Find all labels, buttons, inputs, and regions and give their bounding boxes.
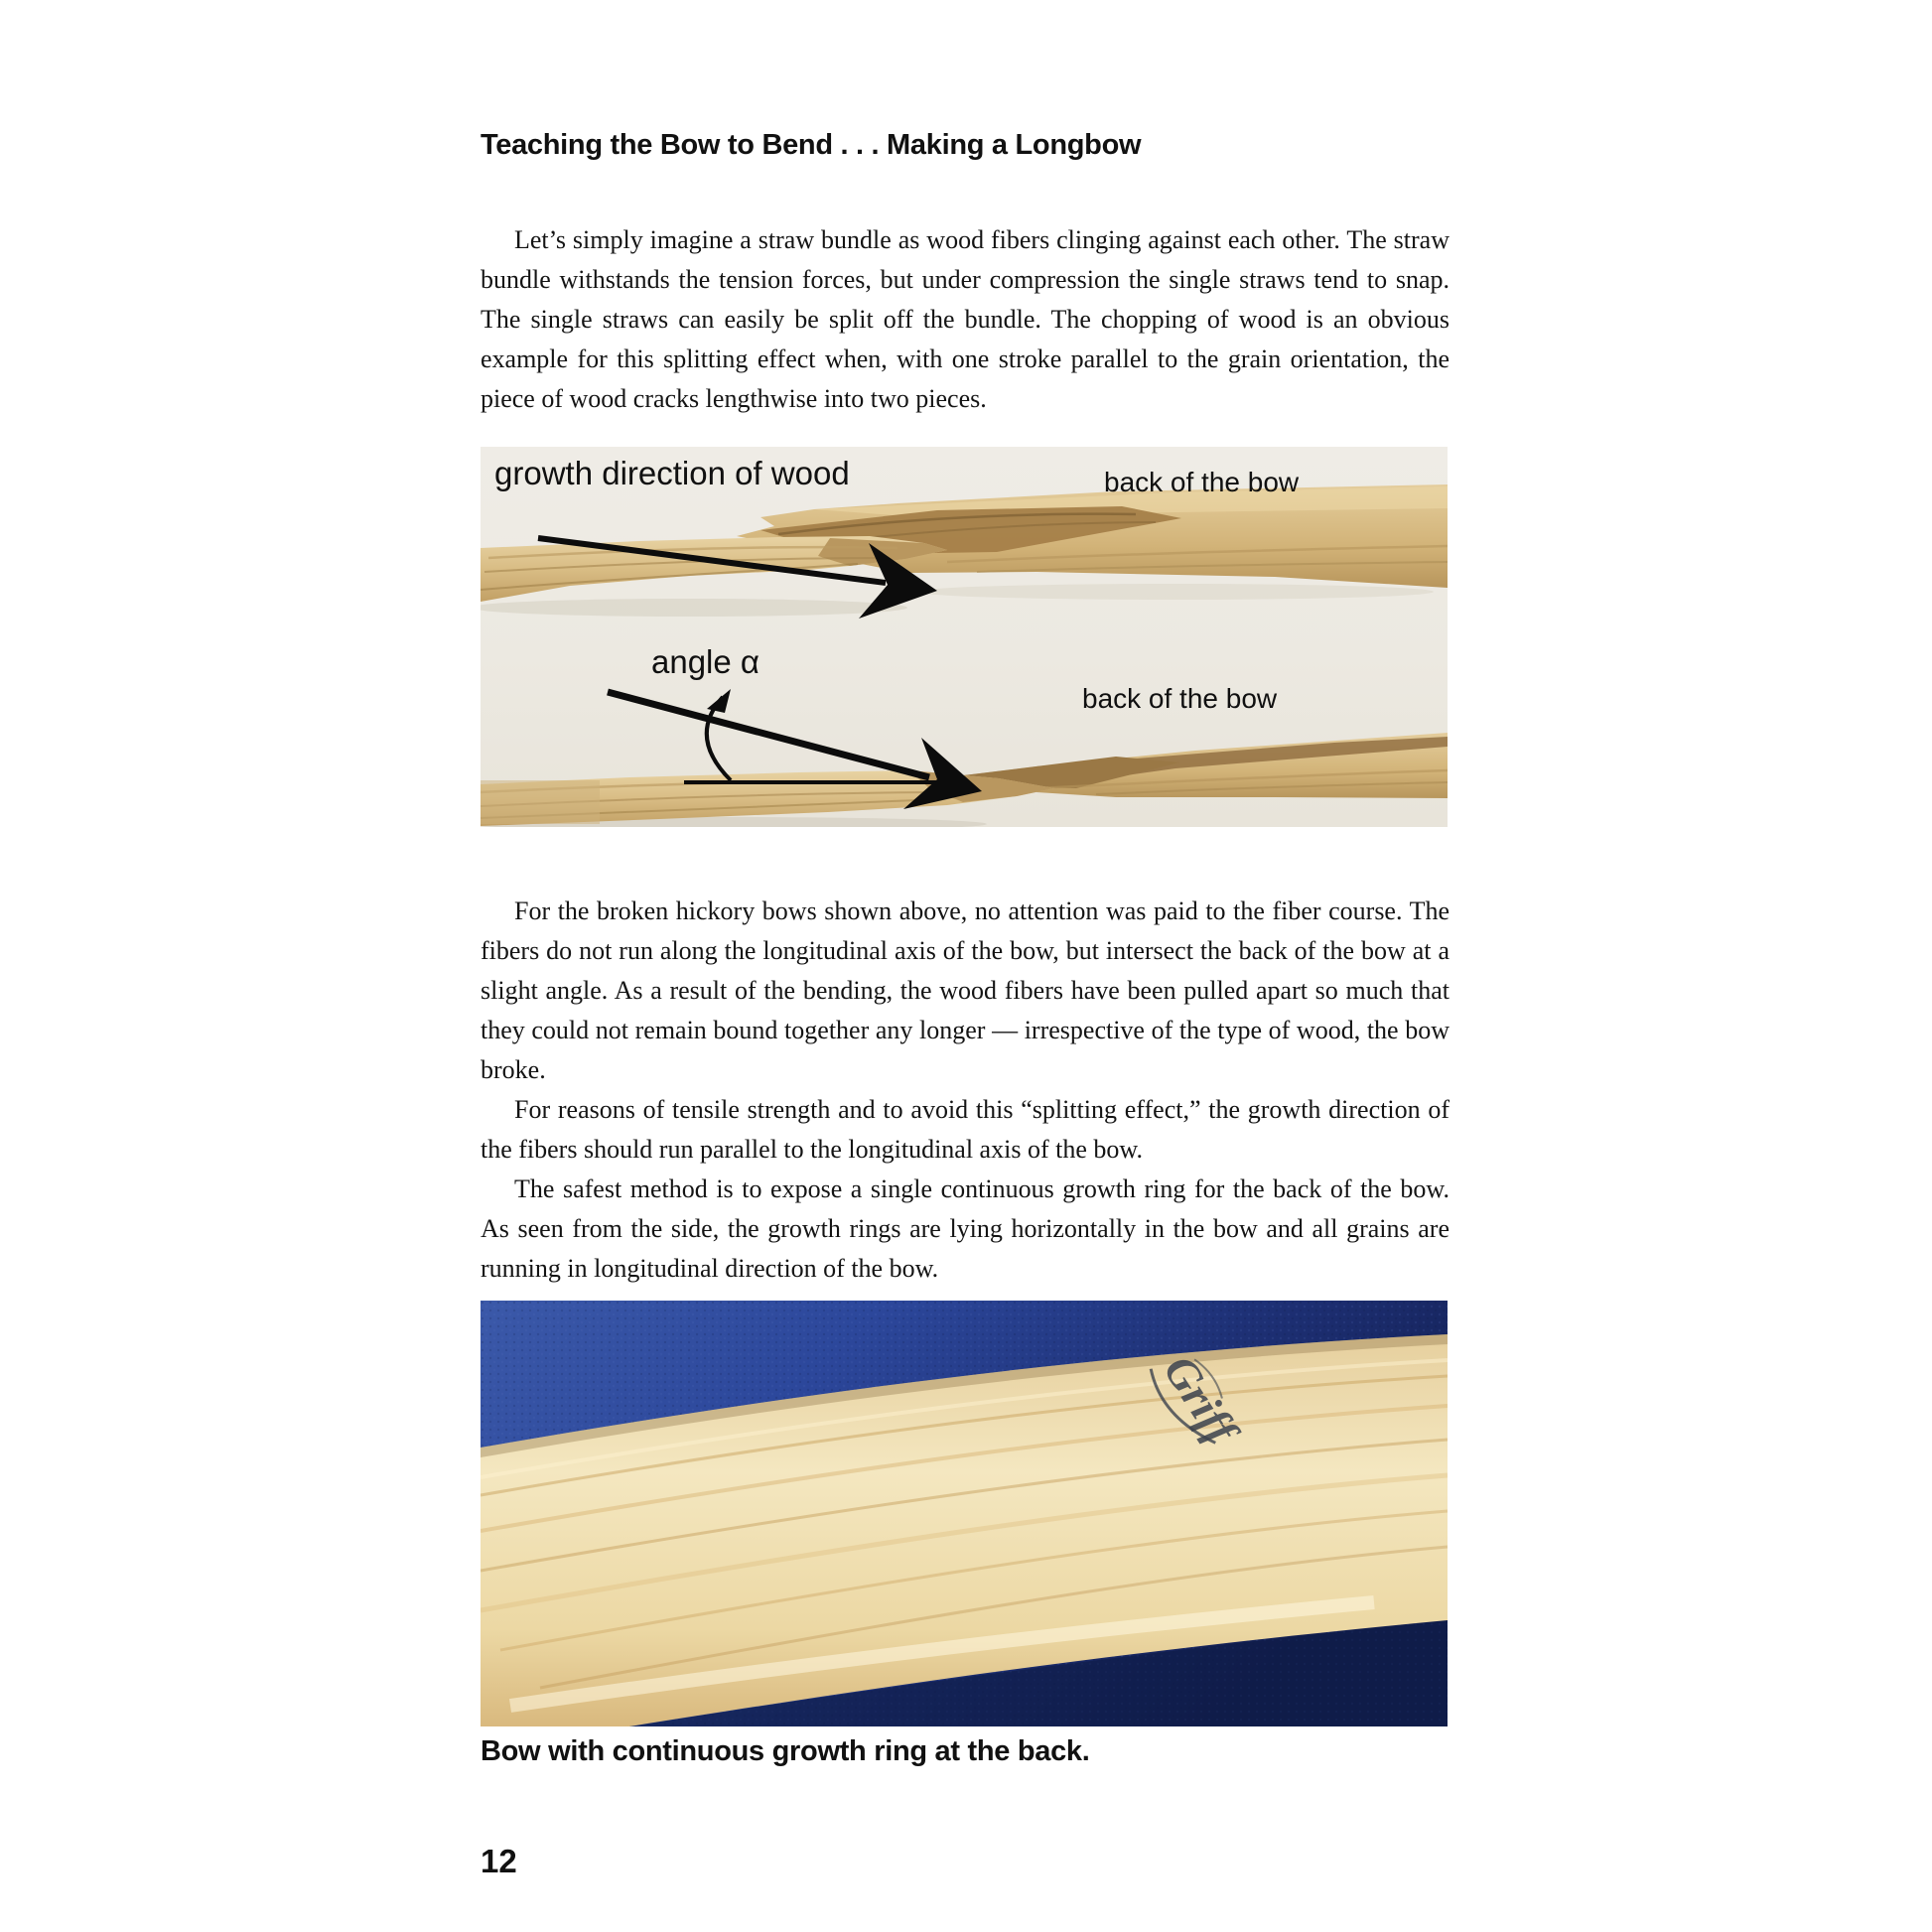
figure-bow-back	[481, 1301, 1448, 1726]
label-back-of-bow-bottom: back of the bow	[1082, 683, 1278, 714]
body-paragraph-block	[481, 892, 1449, 1289]
paragraph-tensile-strength: For reasons of tensile strength and to avoid this “splitting effect,” the growth direction of the fibers should run parallel to the longitudinal axis of the bow.	[481, 1095, 1449, 1164]
signature-text: Griff	[1154, 1346, 1248, 1452]
paragraph-safest-method: The safest method is to expose a single continuous growth ring for the back of the bow. As seen from the side, the growth rings are lying horizontally in the bow and all grains are running in longitudinal direction of the bow.	[481, 1174, 1449, 1283]
bow-back-photo	[481, 1301, 1448, 1726]
label-back-of-bow-top: back of the bow	[1104, 467, 1300, 497]
intro-paragraph-block	[481, 220, 1449, 419]
label-growth-direction: growth direction of wood	[494, 455, 850, 491]
paragraph-straw-bundle: Let’s simply imagine a straw bundle as wood fibers clinging against each other. The straw bundle withstands the tension forces, but under compression the single straws tend to snap. The single straws can easily be split off the bundle. The chopping of wood is an obvious example for this splitting effect when, with one stroke parallel to the grain orientation, the piece of wood cracks lengthwise into two pieces.	[481, 225, 1449, 413]
label-angle-alpha: angle α	[651, 643, 759, 680]
paragraph-broken-hickory: For the broken hickory bows shown above, no attention was paid to the fiber course. The fibers do not run along the longitudinal axis of the bow, but intersect the back of the bow at a slight angle. As a result of the bending, the wood fibers have been pulled apart so much that they could not remain bound together any longer — irrespective of the type of wood, the bow broke.	[481, 897, 1449, 1084]
figure-broken-bows	[481, 447, 1448, 827]
broken-bows-illustration	[481, 447, 1448, 827]
page-number: 12	[481, 1843, 517, 1879]
figure-caption: Bow with continuous growth ring at the back.	[481, 1735, 1090, 1767]
running-head: Teaching the Bow to Bend . . . Making a Longbow	[481, 129, 1142, 161]
